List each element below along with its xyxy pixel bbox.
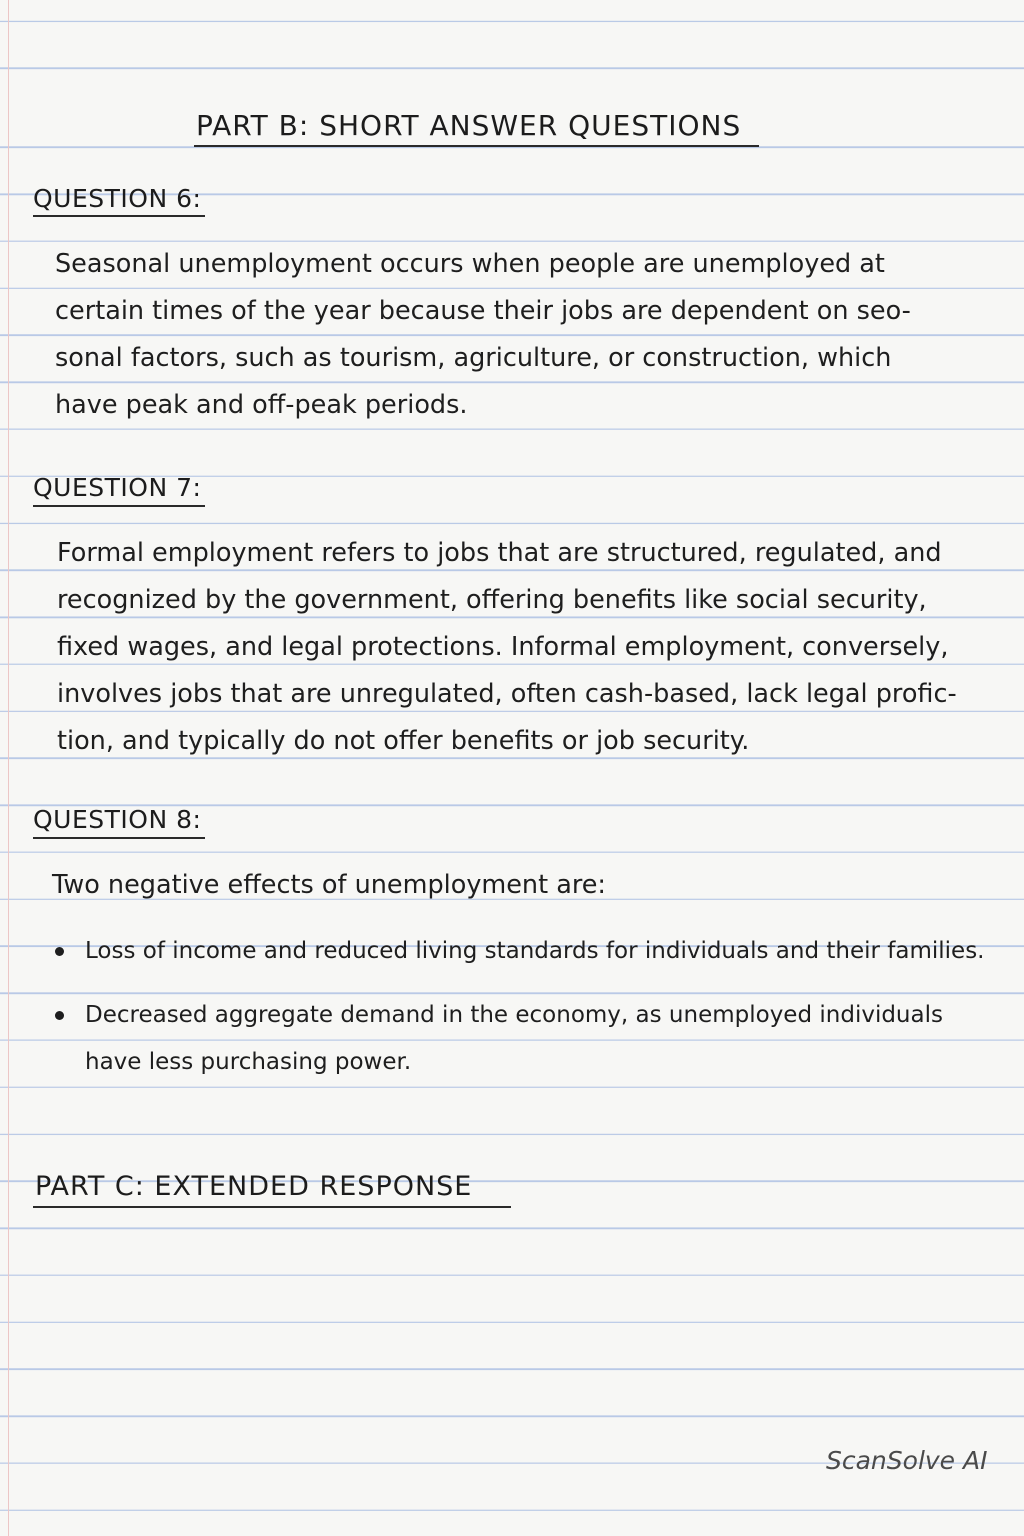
question-6-underline <box>33 215 205 217</box>
answer-line: Formal employment refers to jobs that are structured, regulated, and <box>57 538 942 568</box>
answer-line: Seasonal unemployment occurs when people are unemployed at <box>55 249 885 279</box>
list-item <box>55 928 984 975</box>
part-b-underline <box>194 145 759 147</box>
answer-line: recognized by the government, offering benefits like social security, <box>57 585 927 615</box>
answer-line: certain times of the year because their jobs are dependent on seo- <box>55 296 911 326</box>
question-6-answer <box>55 241 911 429</box>
bullet-text: Loss of income and reduced living standards for individuals and their families. <box>85 938 985 964</box>
answer-line: have peak and off-peak periods. <box>55 390 468 420</box>
question-7-label: QUESTION 7: <box>33 473 202 502</box>
answer-line: tion, and typically do not offer benefits or job security. <box>57 726 750 756</box>
question-8-intro <box>52 862 606 909</box>
question-8-underline <box>33 837 205 839</box>
margin-line <box>8 0 9 1536</box>
question-7-answer <box>57 530 957 765</box>
list-item <box>55 992 984 1086</box>
bullet-icon <box>55 947 64 956</box>
part-c-heading: PART C: EXTENDED RESPONSE <box>35 1171 473 1202</box>
answer-line: sonal factors, such as tourism, agriculture, or construction, which <box>55 343 892 373</box>
question-8-label: QUESTION 8: <box>33 805 202 834</box>
answer-line: Two negative effects of unemployment are: <box>52 870 607 900</box>
bullet-text: Decreased aggregate demand in the economy, as unemployed individuals <box>85 1002 943 1028</box>
answer-line: fixed wages, and legal protections. Informal employment, conversely, <box>57 632 949 662</box>
bullet-icon <box>55 1011 64 1020</box>
answer-line: involves jobs that are unregulated, often cash-based, lack legal profic- <box>57 679 957 709</box>
bullet-text: have less purchasing power. <box>85 1049 412 1075</box>
question-7-underline <box>33 505 205 507</box>
question-6-label: QUESTION 6: <box>33 184 202 213</box>
part-b-heading: PART B: SHORT ANSWER QUESTIONS <box>196 109 742 142</box>
brand-signature: ScanSolve AI <box>826 1446 988 1475</box>
part-c-underline <box>33 1206 511 1208</box>
effects-list <box>55 928 984 1103</box>
